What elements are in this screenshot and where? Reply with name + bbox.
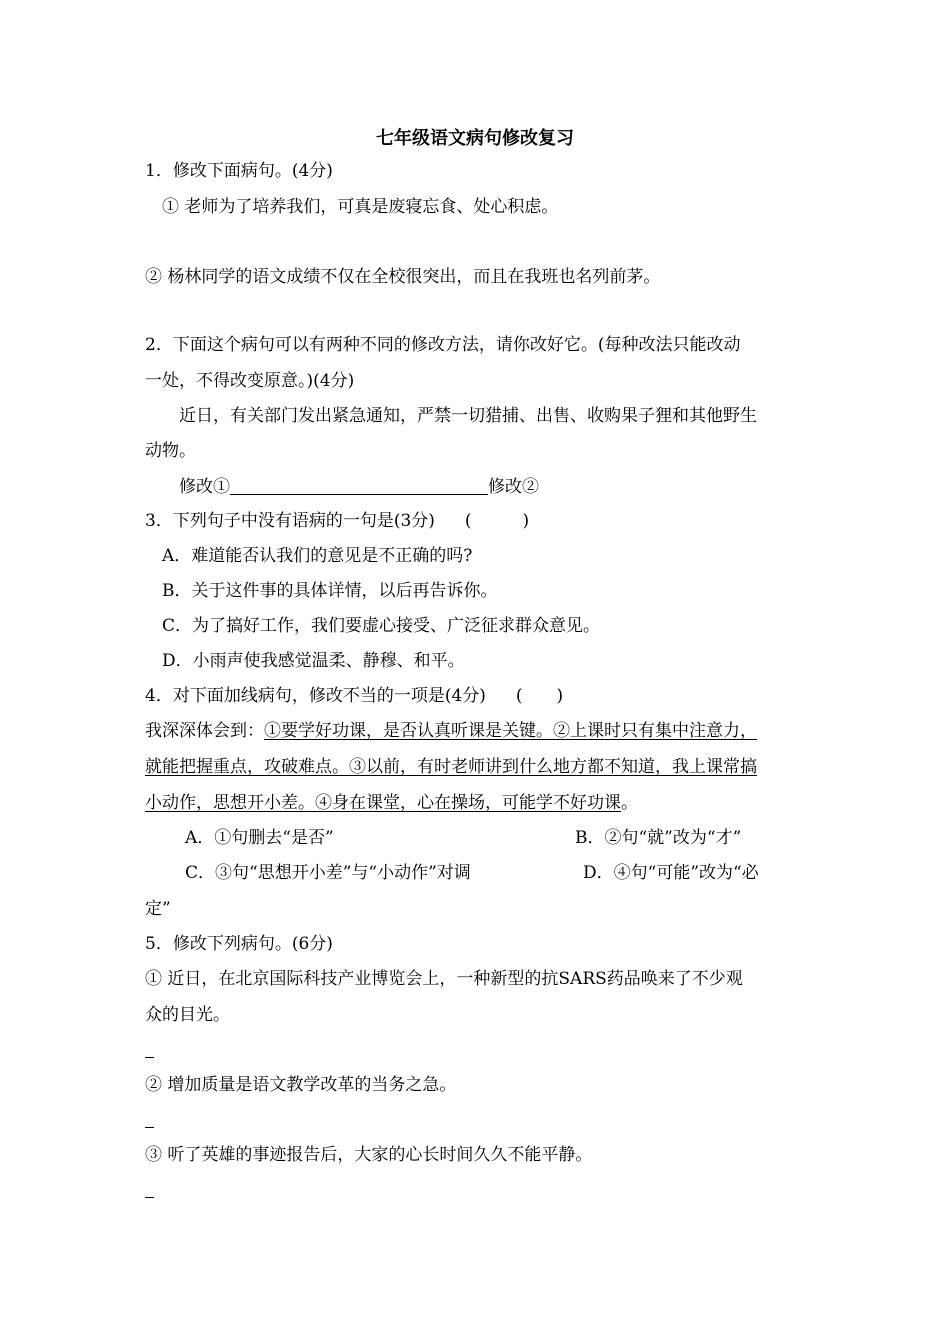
- q5-answer-line-1[interactable]: [145, 1057, 154, 1058]
- q3-option-b: B．关于这件事的具体详情，以后再告诉你。: [162, 581, 498, 601]
- q4-passage-lead: 我深深体会到：: [145, 721, 264, 741]
- q5-sentence-1-line-1: ① 近日，在北京国际科技产业博览会上，一种新型的抗SARS药品唤来了不少观: [145, 969, 743, 989]
- q4-option-b: B．②句“就”改为“才”: [575, 828, 742, 848]
- q5-sentence-2: ② 增加质量是语文教学改革的当务之急。: [145, 1075, 457, 1095]
- q5-sentence-3: ③ 听了英雄的事迹报告后，大家的心长时间久久不能平静。: [145, 1145, 593, 1165]
- q5-sentence-1-line-2: 众的目光。: [145, 1005, 230, 1025]
- q4-underlined-sentences-1: ①要学好功课，是否认真听课是关键。②上课时只有集中注意力，: [264, 721, 757, 741]
- q4-option-c: C．③句“思想开小差”与“小动作”对调: [185, 863, 471, 883]
- q2-stem-line-1: 2．下面这个病句可以有两种不同的修改方法，请你改好它。(每种改法只能改动: [145, 335, 741, 355]
- q1-sentence-1: ① 老师为了培养我们，可真是废寝忘食、处心积虑。: [162, 197, 559, 217]
- q4-passage-line-1: [145, 719, 757, 743]
- q5-answer-line-3[interactable]: [145, 1197, 154, 1198]
- q3-stem: 3．下列句子中没有语病的一句是(3分) ( ): [145, 511, 530, 531]
- document-title: 七年级语文病句修改复习: [376, 128, 574, 149]
- q4-option-d: D．④句“可能”改为“必: [583, 863, 759, 883]
- q4-stem: 4．对下面加线病句，修改不当的一项是(4分) ( ): [145, 686, 564, 706]
- q2-fix-row: [179, 475, 539, 499]
- q4-passage-line-2: [145, 755, 757, 779]
- q4-option-a: A．①句删去“是否”: [185, 828, 334, 848]
- q3-option-a: A．难道能否认我们的意见是不正确的吗?: [162, 546, 473, 566]
- q2-fix-2-label: 修改②: [488, 477, 539, 497]
- q1-sentence-2: ② 杨林同学的语文成绩不仅在全校很突出，而且在我班也名列前茅。: [145, 267, 661, 287]
- q2-sentence-line-1: 近日，有关部门发出紧急通知，严禁一切猎捕、出售、收购果子狸和其他野生: [179, 406, 757, 426]
- q3-answer-parentheses[interactable]: ( ): [464, 511, 530, 531]
- q1-stem: 1．修改下面病句。(4分): [145, 161, 333, 181]
- q2-sentence-line-2: 动物。: [145, 441, 196, 461]
- q2-stem-line-2: 一处，不得改变原意。)(4分): [145, 371, 355, 391]
- q3-option-c: C．为了搞好工作，我们要虚心接受、广泛征求群众意见。: [162, 616, 601, 636]
- q4-underlined-sentences-3: 小动作，思想开小差。④身在课堂，心在操场，可能学不好功课: [145, 793, 621, 813]
- q2-fix-1-label: 修改①: [179, 477, 230, 497]
- q4-underlined-sentences-2: 就能把握重点，攻破难点。③以前，有时老师讲到什么地方都不知道，我上课常搞: [145, 757, 757, 777]
- q4-option-d-continued: 定”: [145, 899, 171, 919]
- q5-stem: 5．修改下列病句。(6分): [145, 934, 333, 954]
- q3-option-d: D．小雨声使我感觉温柔、静穆、和平。: [162, 651, 465, 671]
- q4-passage-line-3: 小动作，思想开小差。④身在课堂，心在操场，可能学不好功课。: [145, 793, 638, 813]
- q2-fix-1-answer-blank[interactable]: [230, 476, 488, 495]
- q4-answer-parentheses[interactable]: ( ): [515, 686, 564, 706]
- q5-answer-line-2[interactable]: [145, 1127, 154, 1128]
